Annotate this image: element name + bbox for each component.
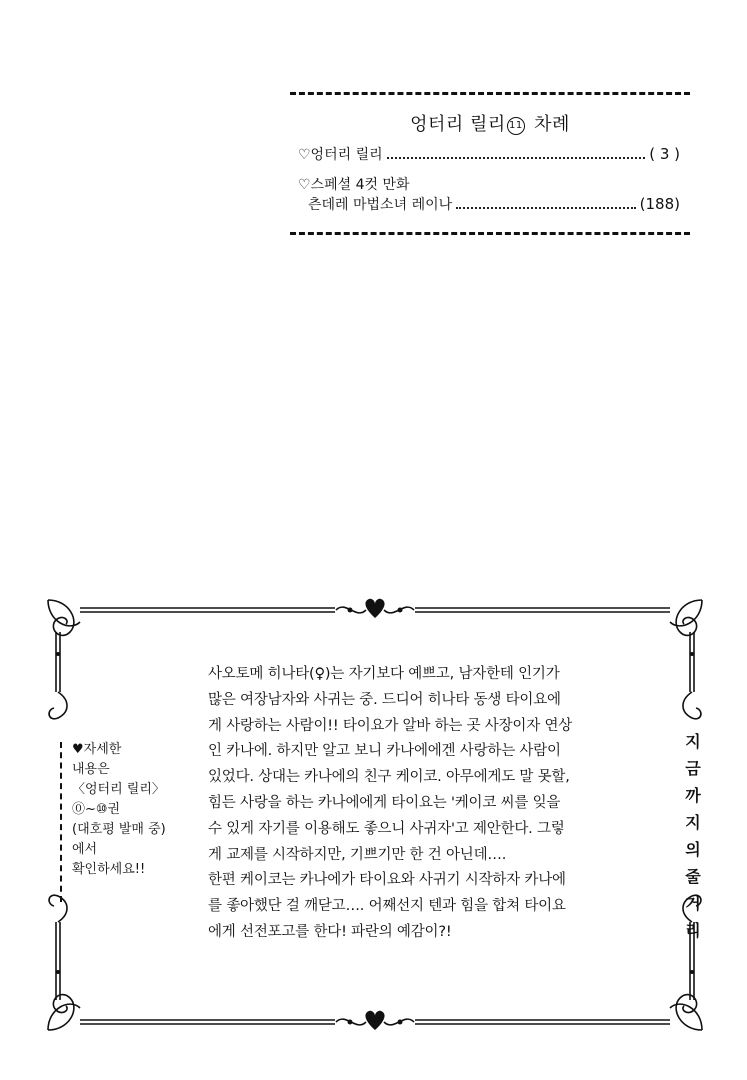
side-note-line: 에서 [72, 842, 98, 857]
summary-line: 게 사랑하는 사람이!! 타이요가 알바 하는 곳 사장이자 연상 [208, 717, 573, 734]
vertical-title-char: 거 [685, 894, 701, 913]
summary-line: 게 교제를 시작하지만, 기쁘기만 한 건 아닌데…. [208, 846, 507, 863]
vertical-title-char: 지 [685, 813, 701, 832]
summary-line: 수 있게 자기를 이용해도 좋으니 사귀자'고 제안한다. 그렇 [208, 820, 565, 837]
vertical-title-char: 지 [685, 732, 701, 751]
toc-entry-label: ♡엉터리 릴리 [298, 147, 383, 163]
summary-line: 에게 선전포고를 한다! 파란의 예감이?! [208, 923, 452, 940]
toc-leader-dots [387, 156, 646, 159]
summary-line: 한편 케이코는 카나에가 타이요와 사귀기 시작하자 카나에 [208, 872, 566, 889]
toc-title [290, 110, 690, 136]
vertical-title-char: 금 [685, 759, 701, 778]
summary-line: 를 좋아했단 걸 깨닫고…. 어째선지 텐과 힘을 합쳐 타이요 [208, 898, 566, 915]
side-note-line: ⓪~⑩권 [72, 802, 121, 817]
story-summary [208, 662, 678, 946]
side-note-line: 내용은 [72, 762, 110, 777]
summary-line: 사오토메 히나타(♀)는 자기보다 예쁘고, 남자한테 인기가 [208, 666, 560, 682]
toc-entry [298, 144, 680, 164]
summary-line: 있었다. 상대는 카나에의 친구 케이코. 아무에게도 말 못할, [208, 769, 570, 786]
toc-title-suffix: 차례 [534, 114, 570, 135]
vertical-title-char: 까 [685, 786, 701, 805]
toc-title-text: 엉터리 릴리 [410, 114, 506, 135]
side-note [72, 740, 192, 880]
summary-line: 인 카나에. 하지만 알고 보니 카나에에겐 사랑하는 사람이 [208, 743, 561, 760]
vertical-title-char: 리 [685, 921, 701, 940]
side-note-dashed-rule [60, 742, 62, 902]
side-note-line: 확인하세요!! [72, 862, 146, 877]
vertical-title-char: 의 [685, 840, 701, 859]
toc-entry-continuation [298, 194, 680, 214]
toc-entry [298, 174, 680, 194]
side-note-line: 〈엉터리 릴리〉 [72, 782, 165, 797]
toc-entry-label: 츤데레 마법소녀 레이나 [308, 197, 453, 213]
toc-entry-page: ( 3 ) [649, 145, 680, 163]
volume-number-badge: 11 [507, 117, 525, 135]
toc-entry-page: (188) [639, 195, 680, 213]
side-note-line: (대호평 발매 중) [72, 822, 166, 837]
summary-line: 많은 여장남자와 사귀는 중. 드디어 히나타 동생 타이요에 [208, 691, 561, 708]
summary-line: 힘든 사랑을 하는 카나에에게 타이요는 '케이코 씨를 잊을 [208, 794, 561, 811]
toc-leader-dots [456, 206, 636, 209]
vertical-section-title [681, 728, 705, 944]
toc-entry-label: ♡스페셜 4컷 만화 [298, 177, 410, 193]
table-of-contents [290, 92, 690, 242]
vertical-title-char: 줄 [685, 867, 701, 886]
toc-bottom-rule [290, 232, 690, 235]
toc-top-rule [290, 92, 690, 95]
side-note-line: ♥자세한 [72, 742, 122, 757]
